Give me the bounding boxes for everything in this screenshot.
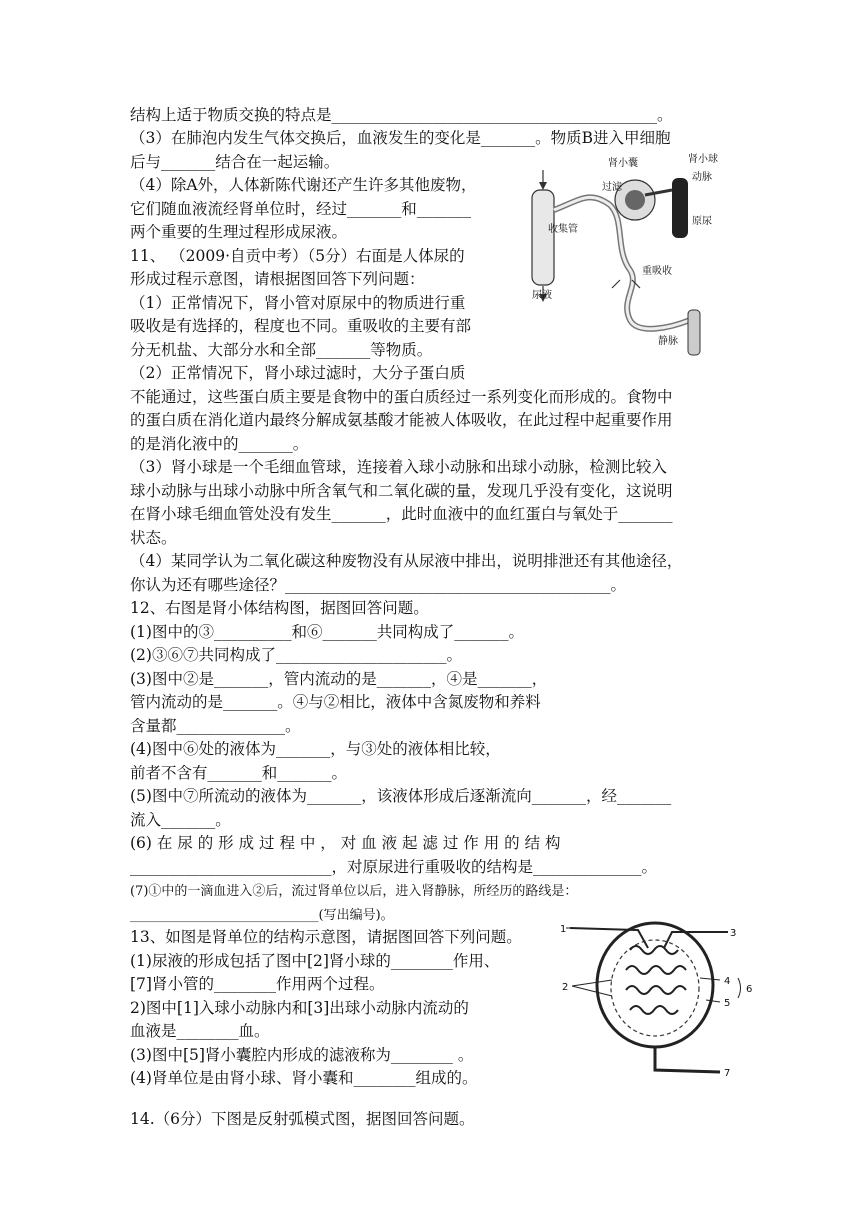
text-line: （3）在肺泡内发生气体交换后，血液发生的变化是_______。物质B进入甲细胞 bbox=[130, 129, 671, 147]
glomerulus-shape bbox=[625, 190, 645, 210]
text-line: 管内流动的是_______。④与②相比，液体中含氮废物和养料 bbox=[130, 693, 541, 711]
text-line: 11、 （2009·自贡中考）（5分）右面是人体尿的 bbox=[130, 247, 465, 265]
label-filtration: 过滤 bbox=[602, 182, 622, 193]
text-line: 的蛋白质在消化道内最终分解成氨基酸才能被人体吸收，在此过程中起重要作用 bbox=[130, 411, 673, 429]
text-line: 两个重要的生理过程形成尿液。 bbox=[130, 223, 348, 241]
nephron-structure-diagram bbox=[560, 910, 770, 1080]
label-reabsorption: 重吸收 bbox=[642, 266, 672, 277]
text-line: 前者不含有_______和_______。 bbox=[130, 764, 348, 782]
text-line: （3）肾小球是一个毛细血管球，连接着入球小动脉和出球小动脉，检测比较入 bbox=[130, 458, 667, 476]
label-primary-urine: 原尿 bbox=[692, 216, 712, 227]
text-line: __________________________，对原尿进行重吸收的结构是______________。 bbox=[130, 858, 658, 876]
text-line: 不能通过，这些蛋白质主要是食物中的蛋白质经过一系列变化而形成的。食物中 bbox=[130, 388, 673, 406]
text-line: 状态。 bbox=[130, 529, 177, 547]
text-line: (2)③⑥⑦共同构成了______________________。 bbox=[130, 646, 462, 664]
label-4: 4 bbox=[724, 976, 731, 987]
text-line: (4)图中⑥处的液体为_______，与③处的液体相比较， bbox=[130, 740, 501, 758]
text-line: _____________________________(写出编号)。 bbox=[130, 908, 394, 923]
text-line: （4）某同学认为二氧化碳这种废物没有从尿液中排出，说明排泄还有其他途径， bbox=[130, 552, 683, 570]
label-5: 5 bbox=[724, 998, 731, 1009]
label-kidney-capsule: 肾小囊 bbox=[608, 158, 638, 169]
text-line: (4)肾单位是由肾小球、肾小囊和________组成的。 bbox=[130, 1069, 478, 1087]
text-line: 13、如图是肾单位的结构示意图，请据图回答下列问题。 bbox=[130, 928, 522, 946]
urine-formation-diagram bbox=[520, 150, 720, 360]
text-line: （1）正常情况下，肾小管对原尿中的物质进行重 bbox=[130, 294, 466, 312]
text-line: (3)图中②是_______，管内流动的是_______，④是_______， bbox=[130, 670, 548, 688]
renal-tubule-shape bbox=[554, 197, 690, 328]
text-line: 吸收是有选择的，程度也不同。重吸收的主要有部 bbox=[130, 317, 472, 335]
text-line: （4）除A外，人体新陈代谢还产生许多其他废物， bbox=[130, 176, 477, 194]
text-line: （2）正常情况下，肾小球过滤时，大分子蛋白质 bbox=[130, 364, 466, 382]
text-line: (7)①中的一滴血进入②后，流过肾单位以后，进入肾静脉，所经历的路线是： bbox=[130, 884, 578, 899]
label-artery: 动脉 bbox=[692, 172, 712, 183]
label-glomerulus: 肾小球 bbox=[688, 154, 718, 165]
label-urine: 尿液 bbox=[532, 290, 552, 301]
label-2: 2 bbox=[562, 982, 569, 993]
text-line: 2)图中[1]入球小动脉内和[3]出球小动脉内流动的 bbox=[130, 999, 469, 1017]
text-line: (3)图中[5]肾小囊腔内形成的滤液称为________ 。 bbox=[130, 1046, 474, 1064]
label-6: 6 bbox=[746, 984, 753, 995]
text-line: 血液是________血。 bbox=[130, 1022, 270, 1040]
text-line: 你认为还有哪些途径？__________________________________________。 bbox=[130, 576, 627, 594]
text-line: 结构上适于物质交换的特点是__________________________________________。 bbox=[130, 106, 673, 124]
text-line: (6) 在 尿 的 形 成 过 程 中 ， 对 血 液 起 滤 过 作 用 的 结 构 bbox=[130, 834, 561, 852]
collecting-duct-shape bbox=[532, 190, 554, 285]
label-1: 1 bbox=[560, 924, 567, 935]
text-line: 的是消化液中的_______。 bbox=[130, 435, 309, 453]
label-collecting-duct: 收集管 bbox=[548, 224, 578, 235]
text-line: [7]肾小管的________作用两个过程。 bbox=[130, 975, 385, 993]
text-line: 它们随血液流经肾单位时，经过_______和_______ bbox=[130, 200, 472, 218]
text-line: (1)尿液的形成包括了图中[2]肾小球的________作用、 bbox=[130, 952, 500, 970]
text-line: (5)图中⑦所流动的液体为_______，该液体形成后逐渐流向_______，经_______ bbox=[130, 787, 672, 805]
text-line: 分无机盐、大部分水和全部_______等物质。 bbox=[130, 341, 433, 359]
label-3: 3 bbox=[730, 928, 737, 939]
text-line: 在肾小球毛细血管处没有发生_______，此时血液中的血红蛋白与氧处于_______ bbox=[130, 505, 673, 523]
text-line: 12、右图是肾小体结构图，据图回答问题。 bbox=[130, 599, 429, 617]
text-line: (1)图中的③__________和⑥_______共同构成了_______。 bbox=[130, 623, 524, 641]
label-7: 7 bbox=[724, 1068, 731, 1079]
glomerulus-coils bbox=[626, 946, 686, 1014]
artery-shape bbox=[672, 178, 688, 238]
text-line: 含量都______________。 bbox=[130, 717, 301, 735]
text-line: 流入_______。 bbox=[130, 811, 231, 829]
text-line: 14.（6分）下图是反射弧模式图，据图回答问题。 bbox=[130, 1110, 475, 1128]
label-vein: 静脉 bbox=[658, 336, 678, 347]
text-line: 球小动脉与出球小动脉中所含氧气和二氧化碳的量，发现几乎没有变化，这说明 bbox=[130, 482, 673, 500]
text-line: 后与_______结合在一起运输。 bbox=[130, 153, 340, 171]
text-line: 形成过程示意图，请根据图回答下列问题： bbox=[130, 270, 425, 288]
renal-capsule-outline bbox=[597, 923, 713, 1047]
